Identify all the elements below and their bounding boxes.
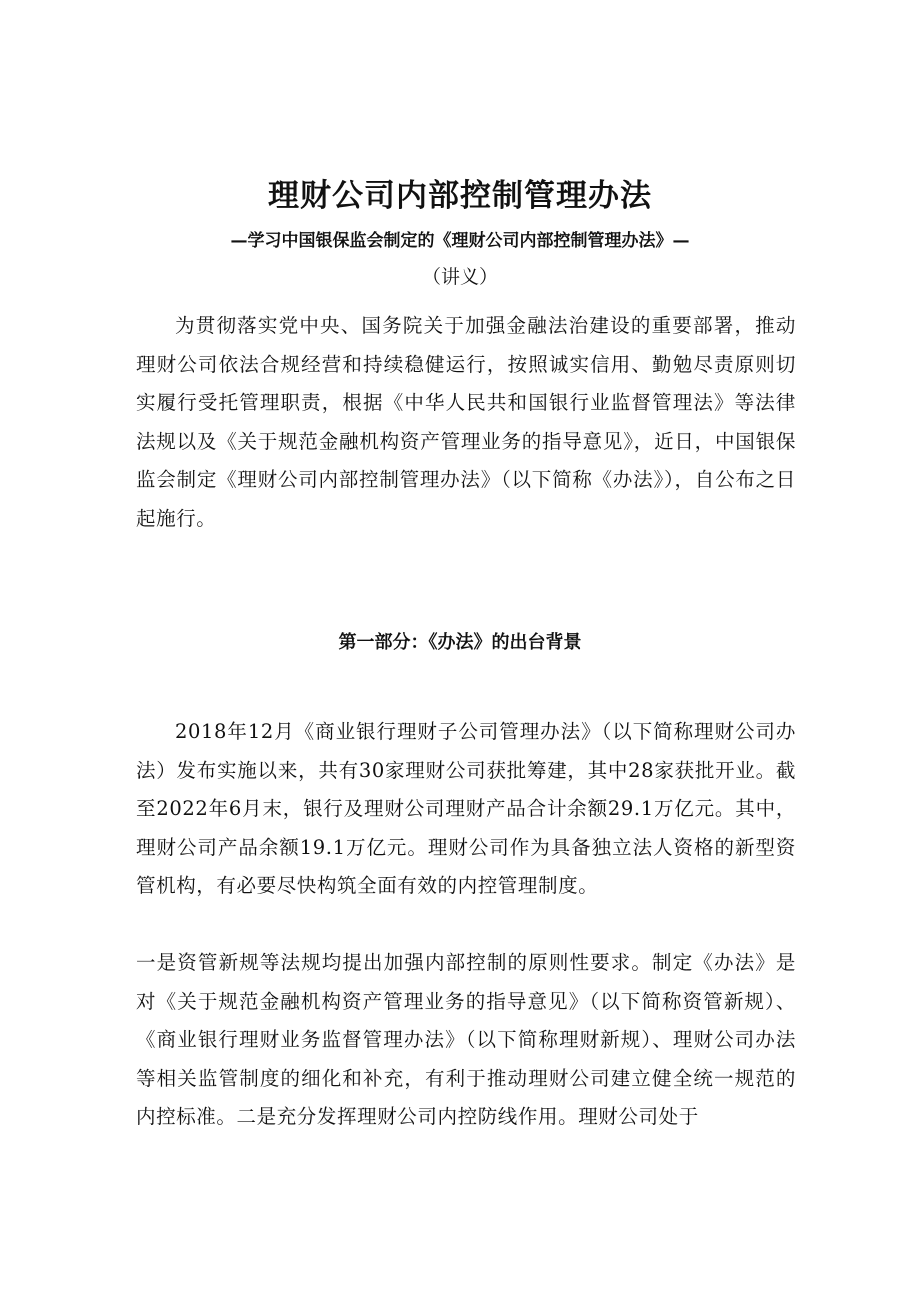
document-subtitle: —学习中国银保监会制定的《理财公司内部控制管理办法》— bbox=[230, 231, 690, 251]
document-title: 理财公司内部控制管理办法 bbox=[268, 178, 652, 214]
section-heading: 第一部分：《办法》的出台背景 bbox=[338, 632, 582, 653]
document-note: （讲义） bbox=[421, 266, 498, 288]
intro-paragraph: 为贯彻落实党中央、国务院关于加强金融法治建设的重要部署，推动理财公司依法合规经营和持续稳健运行，按照诚实信用、勤勉尽责原则切实履行受托管理职责，根据《中华人民共和国银行业监督管理法》等法律法规以及《关于规范金融机构资产管理业务的指导意见》，近日，中国银保监会制定《理财公司内部控制管理办法》（以下简称《办法》），自公布之日起施行。 bbox=[136, 314, 796, 530]
background-paragraph: 2018年12月《商业银行理财子公司管理办法》（以下简称理财公司办法）发布实施以来，共有30家理财公司获批筹建，其中28家获批开业。截至2022年6月末，银行及理财公司理财产品合计余额29.1万亿元。其中，理财公司产品余额19.1万亿元。理财公司作为具备独立法人资格的新型资管机构，有必要尽快构筑全面有效的内控管理制度。 bbox=[136, 720, 796, 898]
reasons-paragraph: 一是资管新规等法规均提出加强内部控制的原则性要求。制定《办法》是对《关于规范金融机构资产管理业务的指导意见》（以下简称资管新规）、《商业银行理财业务监督管理办法》（以下简称理财新规）、理财公司办法等相关监管制度的细化和补充，有利于推动理财公司建立健全统一规范的内控标准。二是充分发挥理财公司内控防线作用。理财公司处于 bbox=[136, 951, 796, 1129]
